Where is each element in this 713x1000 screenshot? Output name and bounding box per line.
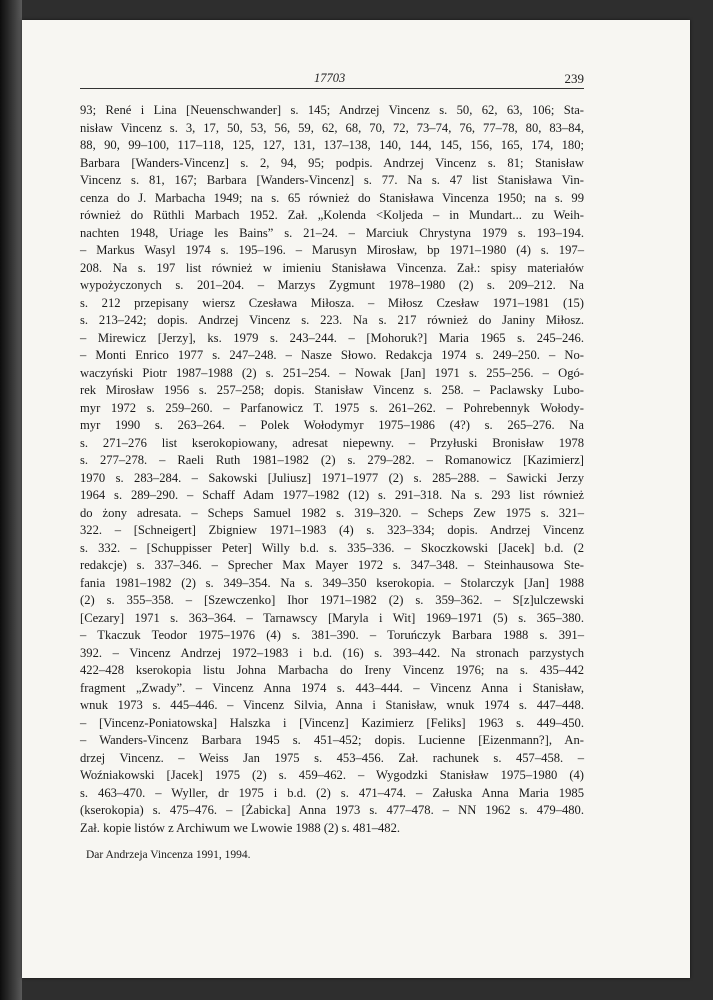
text-line: myr 1972 s. 259–260. – Parfanowicz T. 1975 s. 261–262. – Pohrebennyk Wołody- <box>80 400 584 415</box>
running-header <box>80 71 584 89</box>
text-line: również do Rüthli Marbach 1952. Zał. „Kolenda <Koljeda – in Mundart... zu Weih- <box>80 208 584 222</box>
text-line: wnuk 1973 s. 445–446. – Vincenz Silvia, Anna i Stanisław, wnuk 1974 s. 447–448. <box>80 698 584 712</box>
catalog-entry-text <box>80 102 584 837</box>
book-page <box>22 20 690 978</box>
page-number: 239 <box>564 71 584 86</box>
text-line: s. 332. – [Schuppisser Peter] Willy b.d. s. 335–336. – Skoczkowski [Jacek] b.d. (2 <box>80 540 584 555</box>
text-line: – Markus Wasyl 1974 s. 195–196. – Marusyn Mirosław, bp 1971–1980 (4) s. 197– <box>80 243 584 257</box>
text-line: Vincenz s. 81, 167; Barbara [Wanders-Vincenz] s. 77. Na s. 47 list Stanisława Vin- <box>80 173 584 187</box>
text-line: Barbara [Wanders-Vincenz] s. 2, 94, 95; podpis. Andrzej Vincenz s. 81; Stanisław <box>80 155 584 170</box>
text-line: 1964 s. 289–290. – Schaff Adam 1977–1982 (12) s. 291–318. Na s. 293 list również <box>80 488 584 502</box>
text-line: do żony adresata. – Scheps Samuel 1982 s. 319–320. – Scheps Zew 1975 s. 321– <box>80 505 584 520</box>
text-line: – Wanders-Vincenz Barbara 1945 s. 451–452; dopis. Lucienne [Eizenmann?], An- <box>80 733 584 747</box>
text-line: – [Vincenz-Poniatowska] Halszka i [Vincenz] Kazimierz [Feliks] 1963 s. 449–450. <box>80 715 584 730</box>
text-line: s. 212 przepisany wiersz Czesława Miłosza. – Miłosz Czesław 1971–1981 (15) <box>80 295 584 310</box>
text-line: Zał. kopie listów z Archiwum we Lwowie 1988 (2) s. 481–482. <box>80 820 401 835</box>
text-line: waczyński Piotr 1987–1988 (2) s. 251–254. – Nowak [Jan] 1971 s. 255–256. – Ogó- <box>80 365 584 380</box>
text-line: Woźniakowski [Jacek] 1975 (2) s. 459–462. – Wygodzki Stanisław 1975–1980 (4) <box>80 768 584 782</box>
text-line: s. 213–242; dopis. Andrzej Vincenz s. 223. Na s. 217 również do Janiny Miłosz. <box>80 313 584 327</box>
text-line: cenza do J. Marbacha 1949; na s. 65 również do Stanisława Vincenza 1950; na s. 99 <box>80 190 584 205</box>
header-catalog-number: 17703 <box>314 71 346 85</box>
text-line: 208. Na s. 197 list również w imieniu Stanisława Vincenza. Zał.: spisy materiałów <box>80 260 584 275</box>
text-line: 1970 s. 283–284. – Sakowski [Juliusz] 1971–1977 (2) s. 285–288. – Sawicki Jerzy <box>80 470 584 485</box>
text-line: – Monti Enrico 1977 s. 247–248. – Nasze Słowo. Redakcja 1974 s. 249–250. – No- <box>80 348 584 362</box>
text-line: nisław Vincenz s. 3, 17, 50, 53, 56, 59, 62, 68, 70, 72, 73–74, 76, 77–78, 80, 83–84, <box>80 120 584 135</box>
text-line: – Mirewicz [Jerzy], ks. 1979 s. 243–244. – [Mohoruk?] Maria 1965 s. 245–246. <box>80 330 584 345</box>
text-line: s. 463–470. – Wyller, dr 1975 i b.d. (2) s. 471–474. – Załuska Anna Maria 1985 <box>80 785 584 800</box>
text-line: (2) s. 355–358. – [Szewczenko] Ihor 1971–1982 (2) s. 359–362. – S[z]ulczewski <box>80 593 584 607</box>
text-line: 88, 90, 99–100, 117–118, 125, 127, 131, 137–138, 140, 144, 145, 156, 165, 174, 180; <box>80 138 584 152</box>
text-line: 93; René i Lina [Neuenschwander] s. 145; Andrzej Vincenz s. 50, 62, 63, 106; Sta- <box>80 103 584 117</box>
provenance-note: Dar Andrzeja Vincenza 1991, 1994. <box>86 849 251 861</box>
text-line: s. 277–278. – Raeli Ruth 1981–1982 (2) s. 279–282. – Romanowicz [Kazimierz] <box>80 453 584 467</box>
text-line: 322. – [Schneigert] Zbigniew 1971–1983 (4) s. 323–334; dopis. Andrzej Vincenz <box>80 523 584 537</box>
text-line: wypożyczonych s. 201–204. – Marzys Zygmunt 1978–1980 (2) s. 209–212. Na <box>80 278 584 292</box>
text-line: rek Mirosław 1956 s. 257–258; dopis. Stanisław Vincenz s. 258. – Paclawsky Lubo- <box>80 383 584 397</box>
text-line: 392. – Vincenz Andrzej 1972–1983 i b.d. (16) s. 393–442. Na stronach parzystych <box>80 645 584 660</box>
header-rule <box>80 88 584 89</box>
scan-edge <box>0 0 22 1000</box>
text-line: myr 1990 s. 263–264. – Polek Wołodymyr 1975–1986 (4?) s. 265–276. Na <box>80 418 584 432</box>
text-line: nachten 1948, Uriage les Bains” s. 21–24. – Marciuk Chrystyna 1979 s. 193–194. <box>80 225 584 240</box>
text-line: (kserokopia) s. 475–476. – [Żabicka] Anna 1973 s. 477–478. – NN 1962 s. 479–480. <box>80 803 584 817</box>
text-line: fragment „Zwady”. – Vincenz Anna 1974 s. 443–444. – Vincenz Anna i Stanisław, <box>80 680 584 695</box>
text-line: 422–428 kserokopia listu Johna Marbacha do Ireny Vincenz 1976; na s. 435–442 <box>80 663 584 677</box>
text-line: – Tkaczuk Teodor 1975–1976 (4) s. 381–390. – Toruńczyk Barbara 1988 s. 391– <box>80 628 584 642</box>
text-line: fania 1981–1982 (2) s. 349–354. Na s. 349–350 kserokopia. – Stolarczyk [Jan] 1988 <box>80 575 584 590</box>
text-line: [Cezary] 1971 s. 363–364. – Tarnawscy [Maryla i Wit] 1969–1971 (5) s. 365–380. <box>80 610 584 625</box>
text-line: s. 271–276 list kserokopiowany, adresat niepewny. – Przyłuski Bronisław 1978 <box>80 435 584 450</box>
text-line: drzej Vincenz. – Weiss Jan 1975 s. 453–456. Zał. rachunek s. 457–458. – <box>80 750 584 765</box>
text-line: redakcje) s. 337–346. – Sprecher Max Mayer 1972 s. 347–348. – Steinhausowa Ste- <box>80 558 584 572</box>
